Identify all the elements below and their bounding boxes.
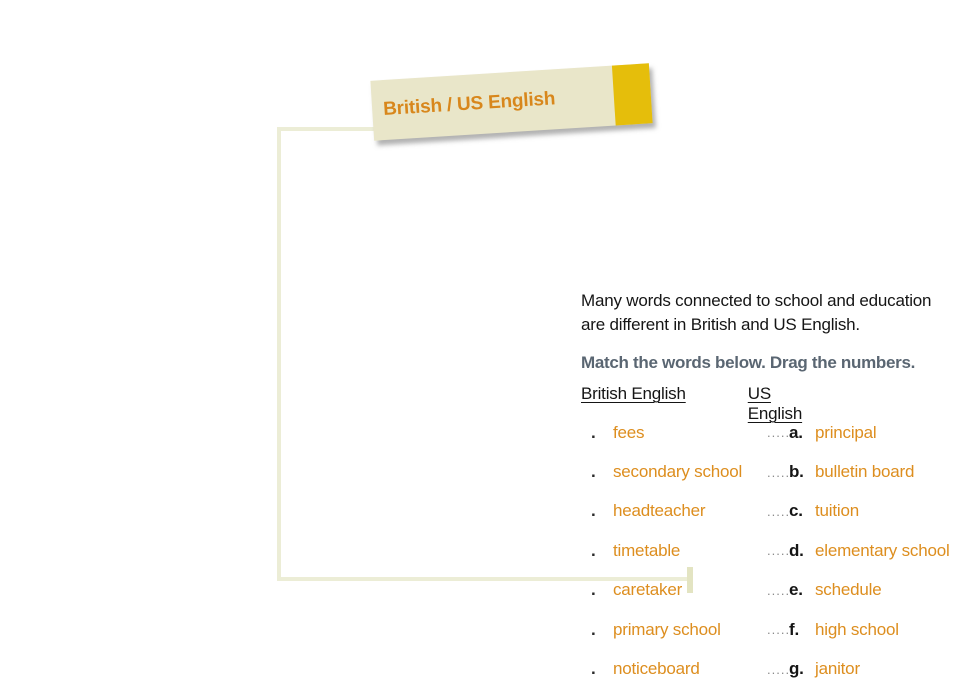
- us-word: principal: [815, 422, 877, 442]
- letter-label: d.: [789, 540, 804, 560]
- british-cell: [581, 541, 767, 561]
- number-drop-slot[interactable]: .....: [767, 425, 791, 441]
- instruction-text: Match the words below. Drag the numbers.: [581, 353, 916, 372]
- banner-title: British / US English: [382, 88, 556, 121]
- number-slot: .: [591, 659, 596, 679]
- british-english-header: British English: [581, 384, 686, 403]
- number-slot: .: [591, 422, 596, 442]
- letter-label: a.: [789, 422, 803, 442]
- us-cell: [767, 423, 877, 443]
- us-word: janitor: [815, 659, 860, 679]
- letter-label: b.: [789, 462, 804, 482]
- british-word: headteacher: [613, 501, 706, 521]
- number-slot: .: [591, 580, 596, 600]
- us-cell: [767, 580, 881, 600]
- table-row: [581, 452, 969, 491]
- us-word: schedule: [815, 580, 882, 600]
- letter-label: f.: [789, 619, 799, 639]
- number-slot: .: [591, 619, 596, 639]
- british-word: fees: [613, 422, 645, 442]
- intro-text: Many words connected to school and education are different in British and US English.: [581, 291, 932, 334]
- british-word: timetable: [613, 540, 681, 560]
- number-slot: .: [591, 462, 596, 482]
- panel-border-end-cap: [687, 567, 693, 593]
- british-word: secondary school: [613, 462, 743, 482]
- banner-accent-tab: [612, 63, 653, 125]
- british-cell: [581, 501, 767, 521]
- table-row: [581, 649, 969, 688]
- british-word: noticeboard: [613, 659, 700, 679]
- number-drop-slot[interactable]: .....: [767, 661, 791, 677]
- us-word: elementary school: [815, 540, 950, 560]
- us-english-header: US English: [747, 384, 803, 423]
- us-word: bulletin board: [815, 462, 915, 482]
- table-row: [581, 531, 969, 570]
- us-word: tuition: [815, 501, 859, 521]
- us-cell: [767, 620, 899, 640]
- match-rows: [581, 413, 969, 689]
- letter-label: g.: [789, 659, 804, 679]
- table-row: [581, 571, 969, 610]
- letter-label: c.: [789, 501, 803, 521]
- number-slot: .: [591, 540, 596, 560]
- british-word: caretaker: [613, 580, 683, 600]
- british-cell: [581, 659, 767, 679]
- table-row: [581, 610, 969, 649]
- number-slot: .: [591, 501, 596, 521]
- number-drop-slot[interactable]: .....: [767, 622, 791, 638]
- exercise-panel: [277, 127, 950, 679]
- number-drop-slot[interactable]: .....: [767, 582, 791, 598]
- us-cell: [767, 541, 950, 561]
- british-cell: [581, 620, 767, 640]
- table-row: [581, 492, 969, 531]
- number-drop-slot[interactable]: .....: [767, 464, 791, 480]
- british-cell: [581, 462, 767, 482]
- british-word: primary school: [613, 619, 721, 639]
- table-row: [581, 413, 969, 452]
- us-word: high school: [815, 619, 899, 639]
- us-cell: [767, 462, 914, 482]
- british-cell: [581, 580, 767, 600]
- us-cell: [767, 659, 860, 679]
- number-drop-slot[interactable]: .....: [767, 543, 791, 559]
- us-cell: [767, 501, 859, 521]
- number-drop-slot[interactable]: .....: [767, 503, 791, 519]
- british-cell: [581, 423, 767, 443]
- letter-label: e.: [789, 580, 803, 600]
